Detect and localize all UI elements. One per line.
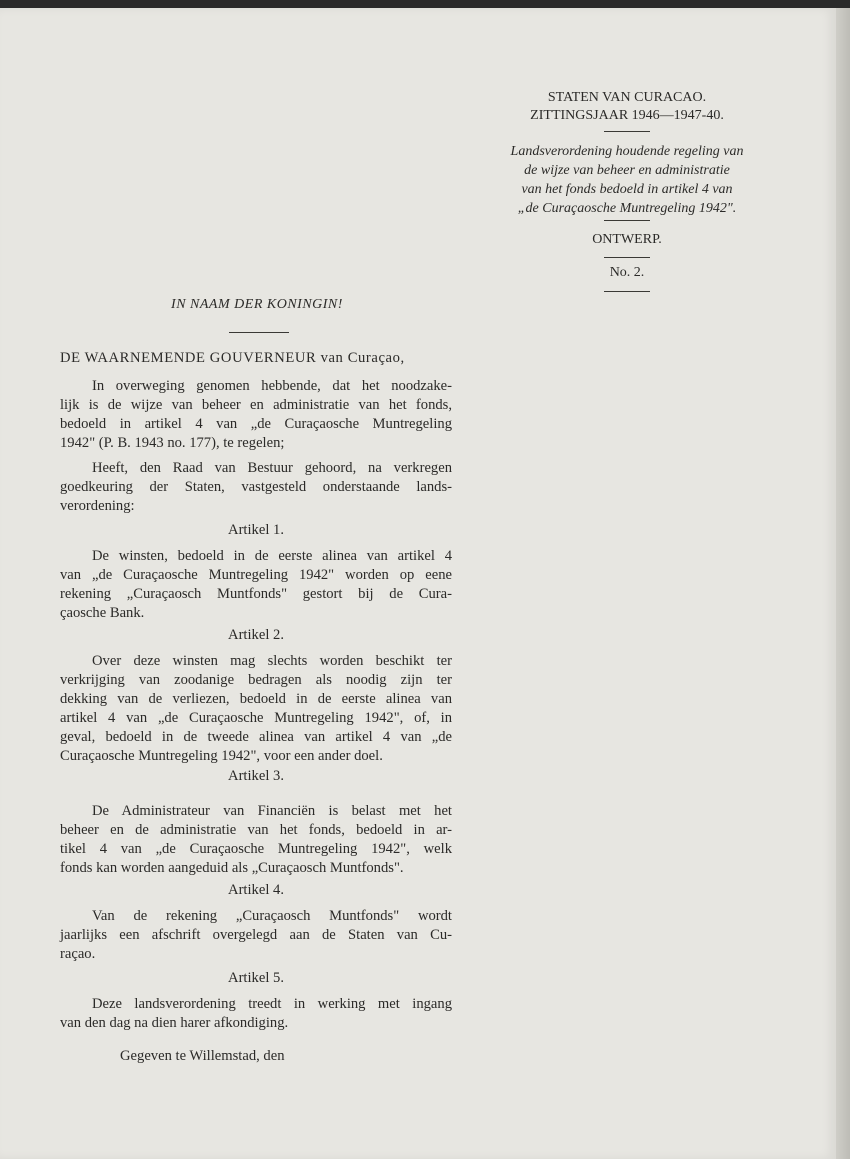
text-line: tikel 4 van „de Curaçaosche Muntregeling 1942", welk	[60, 841, 452, 857]
text-line: Deze landsverordening treedt in werking met ingang	[92, 996, 452, 1012]
article-1-title: Artikel 1.	[228, 522, 284, 538]
text-line: bedoeld in artikel 4 van „de Curaçaosche Muntregeling	[60, 416, 452, 432]
text-line: raçao.	[60, 946, 96, 962]
article-5-title: Artikel 5.	[228, 970, 284, 986]
text-line: Curaçaosche Muntregeling 1942", voor een ander doel.	[60, 748, 383, 764]
page-edge	[836, 8, 850, 1159]
header-rule-4	[604, 291, 650, 292]
article-3-title: Artikel 3.	[228, 768, 284, 784]
text-line: Heeft, den Raad van Bestuur gehoord, na verkregen	[92, 460, 452, 476]
text-line: lijk is de wijze van beheer en administratie van het fonds,	[60, 397, 452, 413]
text-line: artikel 4 van „de Curaçaosche Muntregeling 1942", of, in	[60, 710, 452, 726]
text-line: goedkeuring der Staten, vastgesteld onderstaande lands-	[60, 479, 452, 495]
text-line: jaarlijks een afschrift overgelegd aan de Staten van Cu-	[60, 927, 452, 943]
given-at-text: Gegeven te Willemstad, den	[120, 1048, 285, 1064]
text-line: 1942" (P. B. 1943 no. 177), te regelen;	[60, 435, 285, 451]
enacting-paragraph	[60, 459, 452, 516]
article-3-text	[60, 802, 452, 878]
text-line: De winsten, bedoeld in de eerste alinea van artikel 4	[92, 548, 452, 564]
document-number: No. 2.	[609, 265, 645, 280]
text-line: verordening:	[60, 498, 135, 514]
text-line: De Administrateur van Financiën is belast met het	[92, 803, 452, 819]
text-line: Over deze winsten mag slechts worden beschikt ter	[92, 653, 452, 669]
text-line: çaosche Bank.	[60, 605, 145, 621]
header-subject	[470, 142, 784, 218]
header-rule-2	[604, 220, 650, 221]
article-4-title: Artikel 4.	[228, 882, 284, 898]
text-line: In overweging genomen hebbende, dat het noodzake-	[92, 378, 452, 394]
article-2-text	[60, 652, 452, 766]
text-line: Van de rekening „Curaçaosch Muntfonds" wordt	[92, 908, 452, 924]
invocation: IN NAAM DER KONINGIN!	[171, 297, 343, 312]
text-line: dekking van de verliezen, bedoeld in de eerste alinea van	[60, 691, 452, 707]
article-2-title: Artikel 2.	[228, 627, 284, 643]
subject-line: „de Curaçaosche Muntregeling 1942".	[517, 201, 737, 216]
header-line-1: STATEN VAN CURACAO.	[547, 90, 707, 105]
header-rule-1	[604, 131, 650, 132]
governor-line	[60, 349, 452, 368]
subject-line: de wijze van beheer en administratie	[524, 163, 730, 178]
considering-paragraph	[60, 377, 452, 453]
governor-text: DE WAARNEMENDE GOUVERNEUR van Curaçao,	[60, 350, 405, 366]
given-at	[60, 1047, 452, 1066]
text-line: rekening „Curaçaosch Muntfonds" gestort bij de Cura-	[60, 586, 452, 602]
article-5-text	[60, 995, 452, 1033]
header-line-2: ZITTINGSJAAR 1946—1947-40.	[530, 108, 724, 123]
article-4-text	[60, 907, 452, 964]
text-line: van „de Curaçaosche Muntregeling 1942" worden op eene	[60, 567, 452, 583]
subject-line: van het fonds bedoeld in artikel 4 van	[521, 182, 733, 197]
header-rule-3	[604, 257, 650, 258]
invocation-rule	[229, 332, 289, 333]
text-line: geval, bedoeld in de tweede alinea van artikel 4 van „de	[60, 729, 452, 745]
text-line: verkrijging van zoodanige bedragen als noodig zijn ter	[60, 672, 452, 688]
draft-label: ONTWERP.	[592, 232, 662, 247]
article-1-text	[60, 547, 452, 623]
subject-line: Landsverordening houdende regeling van	[510, 144, 744, 159]
text-line: beheer en de administratie van het fonds, bedoeld in ar-	[60, 822, 452, 838]
text-line: van den dag na dien harer afkondiging.	[60, 1015, 289, 1031]
text-line: fonds kan worden aangeduid als „Curaçaosch Muntfonds".	[60, 860, 404, 876]
